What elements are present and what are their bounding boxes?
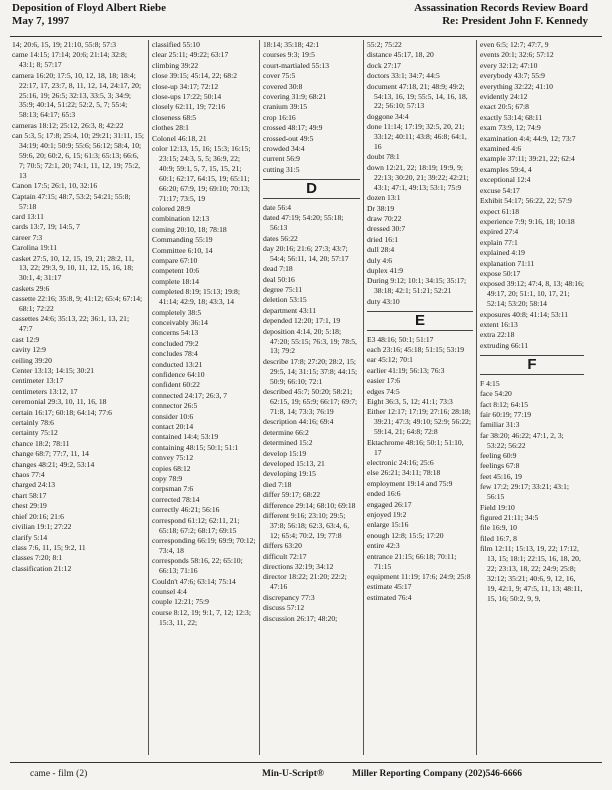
index-entry: completely 38:5 [152,307,202,317]
index-entry: ended 16:6 [367,489,401,499]
index-entry: combination 12:13 [152,214,210,224]
index-entry: class 7:6, 11, 15; 9:2, 11 [12,542,86,552]
index-entry: deletion 53:15 [263,295,307,305]
header-right [414,2,588,28]
index-entry: experience 7:9; 9:16, 18; 10:18 [480,216,575,226]
index-entry: clear 25:11; 49:22; 63:17 [152,50,229,60]
board-title: Assassination Records Review Board [414,2,588,14]
index-entry: consider 10:6 [152,411,194,421]
index-entry: deposition 4:14, 20; 5:18; 47:20; 55:15; 76:3, 19; 78:5, 13; 79:2 [263,326,357,356]
index-entry: doctors 33:1; 34:7; 44:5 [367,71,440,81]
index-entry: feeling 60:9 [480,451,517,461]
index-entry: feet 45:16, 19 [480,471,522,481]
index-entry: clothes 28:1 [152,123,189,133]
index-entry: dozen 13:1 [367,193,401,203]
index-entry: dead 7:18 [263,264,293,274]
index-entry: discrepancy 77:3 [263,592,315,602]
index-entry: can 5:3, 5; 17:8; 25:4, 10; 29:21; 31:11, 15; 34:19; 40:1; 50:9; 55:6; 56:12; 58:4, 10; 59:6, 20; 60:2, 6, 15; 61:3; 65:13; 66:6, 7; 70:5; 72:1, 20; 74:1, 11, 12, 19; 75:2, 13 [12,131,144,180]
index-entry: entire 42:3 [367,541,400,551]
index-entry: concludes 78:4 [152,349,198,359]
index-entry: explanation 71:11 [480,258,535,268]
index-entry: equipment 11:19; 17:6; 24:9; 25:8 [367,571,471,581]
deposition-date: May 7, 1997 [12,15,70,27]
index-entry: exceptional 12:4 [480,175,531,185]
index-entry: dated 47:19; 54:20; 55:18; 56:13 [263,213,344,233]
index-entry: Either 12:17; 17:19; 27:16; 28:18; 39:21; 47:3; 49:10; 52:9; 56:22; 59:14, 21; 64:8; 72:8 [367,407,472,437]
index-entry: Committee 6:10, 14 [152,245,213,255]
index-entry: developed 15:13, 21 [263,458,325,468]
index-entry: explained 4:19 [480,248,525,258]
index-entry: edges 74:5 [367,386,400,396]
index-entry: Couldn't 47:6; 63:14; 75:14 [152,576,236,586]
index-entry: classified 55:10 [152,40,200,49]
index-entry: example 37:11; 39:21, 22; 62:4 [480,154,575,164]
page-header [0,2,612,36]
index-entry: duly 4:6 [367,255,393,265]
index-entry: describe 17:8; 27:20; 28:2, 15; 29:5, 14; 31:15; 37:8; 44:15; 50:9; 66:10; 72:1 [263,356,358,386]
index-entry: conducted 13:21 [152,359,203,369]
index-entry: caskets 29:6 [12,283,50,293]
index-entry: events 20:1; 32:6; 57:12 [480,50,554,60]
index-entry: done 11:14; 17:19; 32:5, 20, 21; 33:12; 40:11; 43:8; 46:8; 64:1, 16 [367,122,467,152]
index-entry: counsel 4:4 [152,587,187,597]
index-entry: differs 63:20 [263,541,302,551]
index-entry: department 43:11 [263,305,317,315]
section-letter: F [480,355,584,375]
index-entry: few 17:2; 29:17; 33:21; 43:1; 56:15 [480,482,570,502]
index-entry: climbing 39:22 [152,60,199,70]
index-entry: courses 9:3; 19:5 [263,50,315,60]
index-entry: date 56:4 [263,202,292,212]
index-entry: career 7:3 [12,232,43,242]
column-divider [363,40,364,755]
index-entry: cassettes 24:6; 35:13, 22; 36:1, 13, 21; 47:7 [12,314,130,334]
index-entry: connector 26:5 [152,401,198,411]
index-entry: excuse 54:17 [480,185,520,195]
index-entry: cover 75:5 [263,71,296,81]
index-entry: enough 12:8; 15:5; 17:20 [367,530,444,540]
deposition-title: Deposition of Floyd Albert Riebe [12,2,166,14]
column-divider [148,40,149,755]
index-entry: civilian 19:1; 27:22 [12,522,72,532]
index-entry: crop 16:16 [263,112,296,122]
index-entry: Exhibit 54:17; 56:22, 22; 57:9 [480,196,572,206]
index-entry: depended 12:20; 17:1, 19 [263,316,341,326]
index-entry: color 12:13, 15, 16; 15:3; 16:15; 23:15; 24:3, 5, 5; 36:9, 22; 40:9; 59:1, 5, 7, 15, 15, 21; 60:1; 62:17, 64:15, 19; 65:11; 66:20; 67:9, 19; 69:10; 70:13; 71:17; 73:5, 19 [152,144,251,203]
index-entry: 18:14; 35:18; 42:1 [263,40,320,49]
index-entry: current 56:9 [263,154,300,164]
index-entry: closeness 68:5 [152,112,197,122]
index-entry: closely 62:11, 19; 72:16 [152,102,226,112]
footer-page-range: came - film (2) [30,769,88,779]
index-entry: far 38:20; 46:22; 47:1, 2, 3; 53:22; 56:22 [480,430,564,450]
index-entry: document 47:18, 21; 48:9; 49:2; 54:13, 16, 19; 55:5, 14, 16, 18, 22; 56:10; 57:13 [367,81,468,111]
index-entry: contained 14:4; 53:19 [152,432,219,442]
index-entry: enlarge 15:16 [367,520,409,530]
index-entry: contact 20:14 [152,422,194,432]
index-column-1 [12,40,144,755]
index-entry: ear 45:12; 70:1 [367,355,413,365]
index-column-2 [152,40,256,755]
index-entry: Colonel 46:18, 21 [152,133,207,143]
index-entry: expired 27:4 [480,227,519,237]
index-entry: Captain 47:15; 48:7, 53:2; 54:21; 55:8; 57:18 [12,191,131,211]
index-entry: Field 19:10 [480,502,515,512]
index-entry: electronic 24:16; 25:6 [367,457,434,467]
index-entry: chaos 77:4 [12,470,45,480]
index-entry: ceremonial 29:3, 10, 11, 16, 18 [12,397,107,407]
index-entry: film 12:11; 15:13, 19, 22; 17:12, 13, 15; 18:1; 22:15, 16, 18, 20, 22; 23:13, 18, 22; 24:9; 25:8; 32:12; 35:21; 40:6, 9, 12, 16, 19, 42:1, 9; 47:5, 11, 13; 48:11, 15, 16; 50:2, 9, 9, [480,544,583,603]
index-entry: extent 16:13 [480,319,518,329]
index-entry: estimate 45:17 [367,582,412,592]
index-entry: colored 28:9 [152,204,191,213]
index-entry: developing 19:15 [263,469,316,479]
index-entry: exposed 39:12; 47:4, 8, 13; 48:16; 49:17, 20; 51:1, 10, 17, 21; 52:14; 53:20; 58:14 [480,279,584,309]
index-entry: dock 27:17 [367,60,401,70]
index-entry: director 18:22; 21:20; 22:2; 47:16 [263,572,347,592]
index-entry: day 20:16; 21:6; 27:3; 43:7; 54:4; 56:11, 14, 20; 57:17 [263,243,349,263]
index-entry: Dr 38:19 [367,203,395,213]
index-entry: employment 19:14 and 75:9 [367,478,453,488]
index-entry: even 6:5; 12:7; 47:7, 9 [480,40,549,49]
index-entry: duplex 41:9 [367,265,404,275]
index-entry: couple 12:21; 75:9 [152,597,209,607]
index-entry: expect 61:18 [480,206,520,216]
index-entry: file 16:9, 10 [480,523,517,533]
index-entry: discuss 57:12 [263,603,305,613]
index-entry: degree 75:11 [263,285,303,295]
index-entry: face 54:20 [480,389,512,399]
column-divider [476,40,477,755]
index-entry: covering 31:9; 68:21 [263,92,327,102]
index-entry: earlier 41:19; 56:13; 76:3 [367,365,445,375]
index-entry: copies 68:12 [152,463,191,473]
index-entry: exact 20:5; 67:8 [480,102,529,112]
index-entry: containing 48:15; 50:1; 51:1 [152,442,239,452]
index-entry: draw 70:22 [367,213,402,223]
index-entry: corpsman 7:6 [152,484,194,494]
index-entry: corrected 78:14 [152,494,200,504]
index-entry: conceivably 36:14 [152,317,208,327]
index-entry: convey 75:12 [152,453,194,463]
index-entry: everybody 43:7; 55:9 [480,71,545,81]
index-entry: Commanding 55:19 [152,235,213,245]
index-entry: different 9:16; 23:10; 29:5; 37:8; 56:18; 62:3, 63:4, 6, 12; 65:4; 70:2, 19; 77:8 [263,510,350,540]
index-entry: dates 56:22 [263,233,298,243]
footer-reporter: Miller Reporting Company (202)546-6666 [352,769,523,779]
index-entry: doubt 78:1 [367,152,400,162]
index-entry: course 8:12, 19; 9:1, 7, 12; 12:3; 15:3, 11, 22; [152,607,251,627]
index-entry: directions 32:19; 34:12 [263,562,334,571]
index-entry: description 44:16; 69:4 [263,417,334,427]
index-entry: corresponds 58:16, 22; 65:10; 66:13; 71:16 [152,556,243,576]
index-entry: entrance 21:15; 66:18; 70:11; 71:15 [367,551,457,571]
index-entry: changes 48:21; 49:2, 53:14 [12,459,95,469]
index-entry: chance 18:2; 78:11 [12,438,70,448]
index-entry: figured 21:11; 34:5 [480,512,539,522]
index-entry: difference 29:14; 68:10; 69:18 [263,500,356,510]
index-entry: cavity 12:9 [12,345,46,355]
index-entry: develop 15:19 [263,448,307,458]
index-entry: dried 16:1 [367,234,399,244]
index-entry: engaged 26:17 [367,499,412,509]
index-entry: filed 16:7, 8 [480,533,517,543]
index-entry: chart 58:17 [12,490,47,500]
page-footer [0,769,612,787]
index-entry: examples 59:4, 4 [480,164,532,174]
index-entry: chest 29:19 [12,501,47,511]
section-letter: E [367,311,473,331]
case-subtitle: Re: President John F. Kennedy [442,15,588,27]
section-letter: D [263,179,360,199]
header-left [12,2,166,28]
index-entry: familiar 31:3 [480,420,520,430]
header-rule [10,36,602,37]
index-entry: crowded 34:4 [263,144,305,154]
index-entry: 14; 20:6, 15, 19; 21:10, 55:8; 57:3 [12,40,116,49]
index-entry: described 45:7; 50:20; 58:21; 62:15, 19; 65:9; 66:17; 69:7; 71:8, 14; 73:3; 76:19 [263,387,358,416]
index-entry: close 39:15; 45:14, 22; 68:2 [152,71,238,81]
index-entry: certainty 75:12 [12,428,58,438]
index-entry: cranium 39:15 [263,102,308,112]
index-entry: crossed-out 49:5 [263,133,314,143]
index-entry: doggone 34:4 [367,111,409,121]
index-entry: concluded 79:2 [152,338,199,348]
index-entry: certainly 78:6 [12,418,54,428]
index-entry: extra 22:18 [480,330,515,340]
index-entry: difficult 72:17 [263,551,307,561]
index-entry: Center 13:13; 14:15; 30:21 [12,366,95,375]
footer-rule [10,762,602,763]
index-column-5 [480,40,584,755]
index-entry: down 12:21, 22; 18:19; 19:9, 9; 22:13; 30:20, 21; 39:22; 42:21; 43:1; 47:1, 49:13; 53:1; 75:9 [367,162,469,192]
index-entry: exactly 53:14; 68:11 [480,112,543,122]
index-entry: complete 18:14 [152,276,200,286]
index-entry: corresponding 66:19; 69:9; 70:12; 73:4, 18 [152,536,256,555]
index-entry: dressed 30:7 [367,224,406,234]
index-entry: centimeters 13:12, 17 [12,386,78,396]
index-entry: correctly 46:21; 56:16 [152,505,220,515]
index-entry: competent 10:6 [152,266,200,276]
index-entry: estimated 76:4 [367,592,412,602]
index-entry: covered 30:8 [263,81,303,91]
index-entry: examination 4:4; 44:9, 12; 73:7 [480,133,576,143]
index-entry: During 9:12; 10:1; 34:15; 35:17; 38:18; 42:1; 51:21; 52:21 [367,276,467,296]
index-entry: each 23:16; 45:18; 51:15; 53:19 [367,344,465,354]
index-entry: determined 15:2 [263,438,313,448]
index-entry: exam 73:9, 12; 74:9 [480,123,541,133]
index-entry: Canon 17:5; 26:1, 10, 32:16 [12,181,98,191]
index-entry: else 26:21; 34:11; 78:18 [367,468,441,478]
index-entry: expose 50:17 [480,268,521,278]
footer-brand: Min-U-Script® [262,769,324,779]
index-entry: exposures 40:8; 41:14; 53:11 [480,309,569,319]
index-entry: charged 24:13 [12,480,56,490]
index-entry: close-up 34:17; 72:12 [152,81,219,91]
index-entry: confident 60:22 [152,380,200,390]
index-entry: chief 20:16; 21:6 [12,511,64,521]
index-entry: cards 13:7, 19; 14:5, 7 [12,222,80,232]
index-entry: connected 24:17; 26:3, 7 [152,390,228,400]
index-entry: clarify 5:14 [12,532,48,542]
index-entry: examined 4:6 [480,144,522,154]
index-entry: cast 12:9 [12,334,40,344]
index-entry: 55:2; 75:22 [367,40,402,49]
index-entry: card 13:11 [12,211,44,221]
index-entry: died 7:18 [263,479,292,489]
index-column-3 [263,40,360,755]
index-entry: Carolina 19:11 [12,243,58,253]
index-entry: dull 28:4 [367,245,395,255]
index-entry: classification 21:12 [12,563,72,573]
index-entry: E3 48:16; 50:1; 51:17 [367,334,434,344]
index-entry: F 4:15 [480,378,500,388]
column-divider [259,40,260,755]
index-entry: coming 20:10, 18; 78:18 [152,224,227,234]
index-entry: camera 16:20; 17:5, 10, 12, 18, 18; 18:4; 22:17, 17, 23:7, 8, 11, 12, 14, 24:17, 20; 25:16, 19; 26:5; 32:13, 33:5, 3; 34:9; 35:9; 40:14, 51:22; 52:2, 5, 7; 55:4; 58:13; 64:17; 65:3 [12,70,142,120]
index-entry: completed 8:19; 15:13; 19:8; 41:14; 42:9, 18; 43:3, 14 [152,287,240,307]
index-entry: change 68:7; 77:7, 11, 14 [12,449,89,459]
index-entry: came 14:15; 17:14; 20:6; 21:14; 32:8; 43:1; 8; 57:17 [12,50,127,70]
index-entry: extruding 66:11 [480,340,529,350]
index-entry: explain 77:1 [480,237,518,247]
index-entry: fair 60:19; 77:19 [480,409,532,419]
index-entry: compare 67:10 [152,256,198,266]
index-entry: evidently 24:12 [480,92,528,102]
index-entry: court-martialed 55:13 [263,60,330,70]
index-entry: deal 50:16 [263,274,295,284]
index-entry: correspond 61:12; 62:11, 21; 65:18; 67:2; 68:17; 69:15 [152,515,240,535]
index-entry: discussion 26:17; 48:20; [263,613,338,623]
index-entry: casket 27:5, 10, 12, 15, 19, 21; 28:2, 11, 13, 22; 29:3, 9, 10, 11, 12, 15, 16, 18; 30:1, 4; 31:17 [12,253,134,283]
index-entry: copy 78:9 [152,474,183,484]
index-entry: easier 17:6 [367,376,401,386]
index-entry: ceiling 39:20 [12,355,52,365]
index-entry: cutting 31:5 [263,164,300,174]
index-entry: classes 7:20; 8:1 [12,553,63,563]
index-entry: certain 16:17; 60:18; 64:14; 77:6 [12,407,112,417]
index-entry: every 32:12; 47:10 [480,60,538,70]
index-entry: cameras 18:12; 25:12, 26:3, 8; 42:22 [12,120,124,130]
index-entry: Ektachrome 48:16; 50:1; 51:10, 17 [367,437,464,457]
index-entry: cassette 22:16; 35:8, 9; 41:12; 65:4; 67:14; 68:1; 72:22 [12,294,143,314]
index-entry: close-ups 17:22; 50:14 [152,92,222,102]
index-entry: enjoyed 19:2 [367,509,407,519]
index-entry: confidence 64:10 [152,370,205,379]
index-entry: distance 45:17, 18, 20 [367,50,434,60]
index-entry: differ 59:17; 68:22 [263,490,321,500]
index-entry: feelings 67:8 [480,461,520,471]
index-entry: concerns 54:13 [152,328,199,338]
index-entry: crossed 48:17; 49:9 [263,123,323,133]
index-entry: duty 43:10 [367,296,400,306]
index-entry: everything 32:22; 41:10 [480,81,553,91]
index-entry: determine 66:2 [263,427,309,437]
index-entry: centimeter 13:17 [12,376,64,386]
index-column-4 [367,40,473,755]
index-entry: Eight 36:3, 5, 12; 41:1; 73:3 [367,397,453,406]
index-entry: fact 8:12; 64:15 [480,399,529,409]
